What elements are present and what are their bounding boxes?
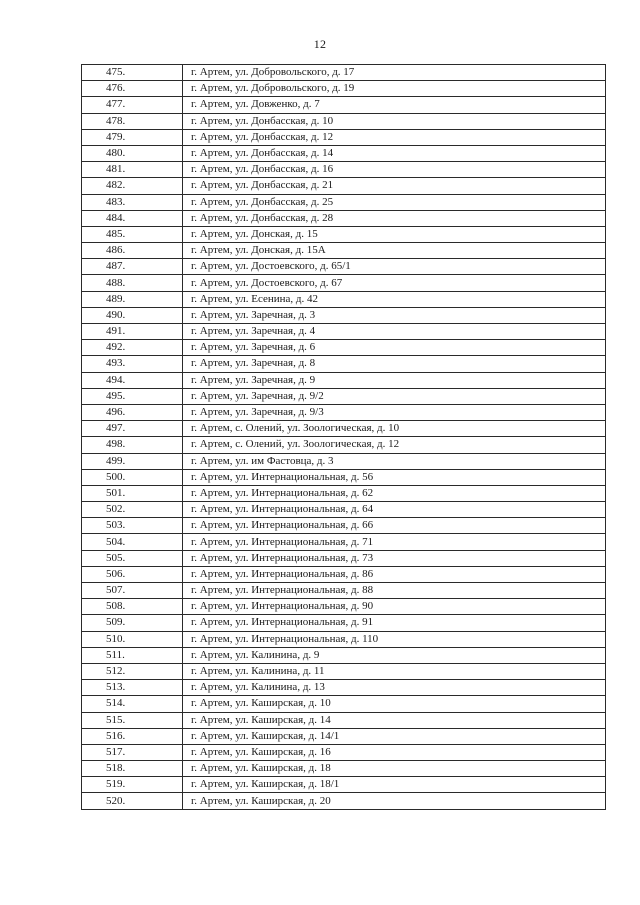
row-number: 503. (82, 518, 183, 534)
row-number: 483. (82, 194, 183, 210)
row-address: г. Артем, ул. Интернациональная, д. 90 (183, 599, 606, 615)
row-number: 516. (82, 728, 183, 744)
row-address: г. Артем, ул. Донская, д. 15А (183, 243, 606, 259)
row-address: г. Артем, ул. Донская, д. 15 (183, 226, 606, 242)
table-row (82, 550, 606, 566)
row-address: г. Артем, ул. Каширская, д. 14 (183, 712, 606, 728)
row-address: г. Артем, ул. Добровольского, д. 17 (183, 65, 606, 81)
table-row (82, 615, 606, 631)
table-row (82, 502, 606, 518)
row-address: г. Артем, ул. Интернациональная, д. 88 (183, 583, 606, 599)
row-address: г. Артем, ул. Заречная, д. 9 (183, 372, 606, 388)
table-row (82, 356, 606, 372)
table-row (82, 210, 606, 226)
table-row (82, 65, 606, 81)
row-number: 509. (82, 615, 183, 631)
row-number: 501. (82, 485, 183, 501)
row-address: г. Артем, ул. Калинина, д. 13 (183, 680, 606, 696)
row-address: г. Артем, ул. Заречная, д. 4 (183, 324, 606, 340)
row-address: г. Артем, ул. Интернациональная, д. 66 (183, 518, 606, 534)
table-row (82, 97, 606, 113)
table-row (82, 566, 606, 582)
row-address: г. Артем, ул. Интернациональная, д. 64 (183, 502, 606, 518)
table-row (82, 680, 606, 696)
row-address: г. Артем, ул. Донбасская, д. 21 (183, 178, 606, 194)
table-row (82, 324, 606, 340)
row-address: г. Артем, ул. Каширская, д. 16 (183, 744, 606, 760)
row-address: г. Артем, ул. Интернациональная, д. 71 (183, 534, 606, 550)
row-address: г. Артем, ул. Заречная, д. 9/3 (183, 404, 606, 420)
row-number: 489. (82, 291, 183, 307)
row-address: г. Артем, ул. Достоевского, д. 65/1 (183, 259, 606, 275)
row-address: г. Артем, ул. Добровольского, д. 19 (183, 81, 606, 97)
table-row (82, 647, 606, 663)
row-address: г. Артем, ул. Интернациональная, д. 110 (183, 631, 606, 647)
table-row (82, 437, 606, 453)
row-address: г. Артем, ул. Достоевского, д. 67 (183, 275, 606, 291)
row-address: г. Артем, ул. Интернациональная, д. 86 (183, 566, 606, 582)
table-row (82, 469, 606, 485)
table-row (82, 145, 606, 161)
row-number: 502. (82, 502, 183, 518)
row-number: 494. (82, 372, 183, 388)
table-row (82, 178, 606, 194)
address-table-body (82, 65, 606, 810)
row-address: г. Артем, ул. Донбасская, д. 25 (183, 194, 606, 210)
row-number: 513. (82, 680, 183, 696)
row-number: 510. (82, 631, 183, 647)
table-row (82, 81, 606, 97)
row-address: г. Артем, ул. Заречная, д. 3 (183, 307, 606, 323)
row-number: 493. (82, 356, 183, 372)
row-address: г. Артем, ул. Донбасская, д. 28 (183, 210, 606, 226)
table-row (82, 113, 606, 129)
table-row (82, 777, 606, 793)
row-number: 500. (82, 469, 183, 485)
table-row (82, 404, 606, 420)
row-number: 514. (82, 696, 183, 712)
row-number: 506. (82, 566, 183, 582)
table-row (82, 340, 606, 356)
row-number: 519. (82, 777, 183, 793)
table-row (82, 259, 606, 275)
row-number: 499. (82, 453, 183, 469)
table-row (82, 453, 606, 469)
row-number: 477. (82, 97, 183, 113)
row-number: 479. (82, 129, 183, 145)
table-row (82, 129, 606, 145)
row-number: 495. (82, 388, 183, 404)
row-address: г. Артем, ул. Интернациональная, д. 91 (183, 615, 606, 631)
row-address: г. Артем, ул. Заречная, д. 9/2 (183, 388, 606, 404)
table-row (82, 162, 606, 178)
table-row (82, 194, 606, 210)
page-number: 12 (313, 37, 327, 51)
row-address: г. Артем, ул. Есенина, д. 42 (183, 291, 606, 307)
row-address: г. Артем, ул. Заречная, д. 6 (183, 340, 606, 356)
table-row (82, 793, 606, 809)
row-address: г. Артем, ул. Донбасская, д. 10 (183, 113, 606, 129)
row-number: 492. (82, 340, 183, 356)
row-number: 512. (82, 663, 183, 679)
table-row (82, 243, 606, 259)
table-row (82, 291, 606, 307)
row-address: г. Артем, ул. Интернациональная, д. 56 (183, 469, 606, 485)
row-number: 490. (82, 307, 183, 323)
table-row (82, 275, 606, 291)
row-number: 484. (82, 210, 183, 226)
table-row (82, 583, 606, 599)
table-row (82, 372, 606, 388)
row-number: 517. (82, 744, 183, 760)
row-number: 497. (82, 421, 183, 437)
row-number: 488. (82, 275, 183, 291)
row-address: г. Артем, ул. им Фастовца, д. 3 (183, 453, 606, 469)
row-number: 482. (82, 178, 183, 194)
row-address: г. Артем, ул. Интернациональная, д. 73 (183, 550, 606, 566)
table-row (82, 534, 606, 550)
row-number: 481. (82, 162, 183, 178)
row-number: 480. (82, 145, 183, 161)
row-number: 476. (82, 81, 183, 97)
table-row (82, 388, 606, 404)
row-number: 520. (82, 793, 183, 809)
row-number: 478. (82, 113, 183, 129)
row-number: 496. (82, 404, 183, 420)
row-number: 508. (82, 599, 183, 615)
row-address: г. Артем, с. Олений, ул. Зоологическая, д. 12 (183, 437, 606, 453)
row-address: г. Артем, ул. Каширская, д. 20 (183, 793, 606, 809)
table-row (82, 696, 606, 712)
row-number: 511. (82, 647, 183, 663)
row-number: 498. (82, 437, 183, 453)
table-row (82, 631, 606, 647)
row-address: г. Артем, ул. Довженко, д. 7 (183, 97, 606, 113)
row-number: 518. (82, 761, 183, 777)
table-row (82, 728, 606, 744)
row-number: 485. (82, 226, 183, 242)
table-row (82, 761, 606, 777)
row-number: 486. (82, 243, 183, 259)
table-row (82, 663, 606, 679)
table-row (82, 518, 606, 534)
row-number: 491. (82, 324, 183, 340)
row-address: г. Артем, ул. Донбасская, д. 12 (183, 129, 606, 145)
table-row (82, 599, 606, 615)
row-number: 505. (82, 550, 183, 566)
row-number: 487. (82, 259, 183, 275)
row-number: 515. (82, 712, 183, 728)
table-row (82, 712, 606, 728)
row-address: г. Артем, ул. Каширская, д. 14/1 (183, 728, 606, 744)
row-address: г. Артем, ул. Донбасская, д. 16 (183, 162, 606, 178)
row-address: г. Артем, ул. Донбасская, д. 14 (183, 145, 606, 161)
row-address: г. Артем, ул. Каширская, д. 10 (183, 696, 606, 712)
row-address: г. Артем, ул. Калинина, д. 9 (183, 647, 606, 663)
table-row (82, 421, 606, 437)
table-row (82, 307, 606, 323)
table-row (82, 485, 606, 501)
row-number: 507. (82, 583, 183, 599)
row-address: г. Артем, с. Олений, ул. Зоологическая, д. 10 (183, 421, 606, 437)
address-table (81, 64, 606, 810)
row-number: 504. (82, 534, 183, 550)
table-row (82, 744, 606, 760)
row-address: г. Артем, ул. Заречная, д. 8 (183, 356, 606, 372)
row-address: г. Артем, ул. Калинина, д. 11 (183, 663, 606, 679)
row-number: 475. (82, 65, 183, 81)
row-address: г. Артем, ул. Интернациональная, д. 62 (183, 485, 606, 501)
row-address: г. Артем, ул. Каширская, д. 18/1 (183, 777, 606, 793)
row-address: г. Артем, ул. Каширская, д. 18 (183, 761, 606, 777)
table-row (82, 226, 606, 242)
